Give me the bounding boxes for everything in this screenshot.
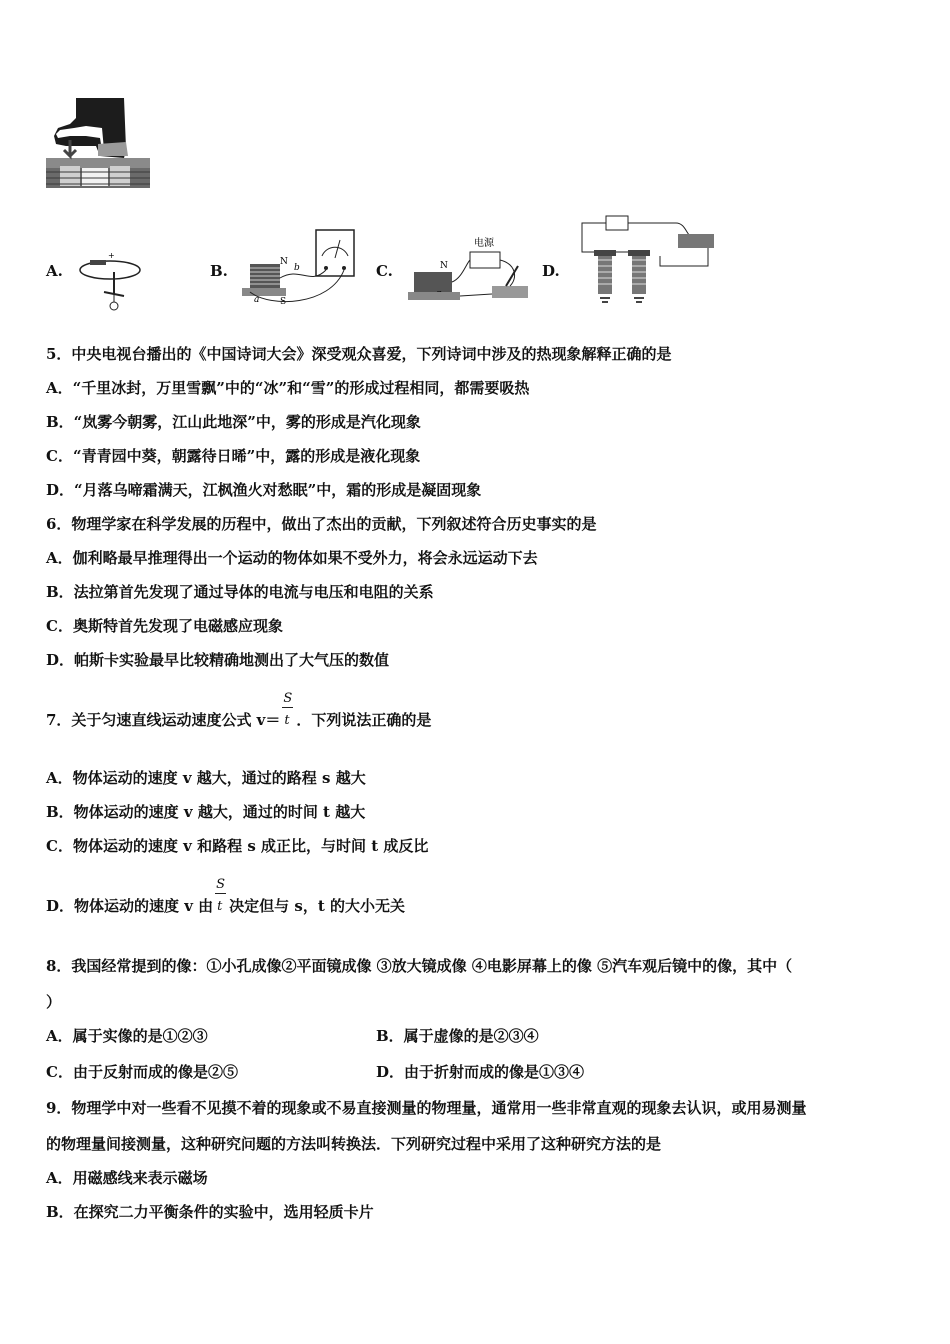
question-7-option-a: A．物体运动的速度 v 越大，通过的路程 s 越大: [46, 769, 366, 787]
question-6-option-c: C．奥斯特首先发现了电磁感应现象: [46, 617, 283, 635]
question-5-option-b: B．“岚雾今朝雾，江山此地深”中，雾的形成是汽化现象: [46, 413, 421, 431]
question-6-stem: 6．物理学家在科学发展的历程中，做出了杰出的贡献，下列叙述符合历史事实的是: [46, 515, 597, 533]
option-d-fraction: [213, 877, 229, 917]
question-7-option-c: C．物体运动的速度 v 和路程 s 成正比，与时间 t 成反比: [46, 837, 429, 855]
figure-option-d-label: D.: [542, 262, 560, 280]
fraction-denominator: t: [284, 713, 290, 728]
b-label-b: b: [294, 263, 300, 273]
question-5-option-a: A．“千里冰封，万里雪飘”中的“冰”和“雪”的形成过程相同，都需要吸热: [46, 379, 530, 397]
question-8-stem-line2: ）: [46, 993, 62, 1011]
svg-text:+: +: [108, 251, 115, 260]
question-8-option-d: D．由于折射而成的像是①③④: [376, 1063, 585, 1081]
figure-option-b-generator: [240, 226, 358, 308]
speed-formula-fraction: [280, 691, 296, 731]
question-8-option-a: A．属于实像的是①②③: [46, 1027, 208, 1045]
question-9-stem-line2: 的物理量间接测量，这种研究问题的方法叫转换法．下列研究过程中采用了这种研究方法的是: [46, 1135, 662, 1153]
question-8-stem-line1: 8．我国经常提到的像：①小孔成像②平面镜成像 ③放大镜成像 ④电影屏幕上的像 ⑤汽车观后镜中的像，其中（: [46, 957, 793, 975]
question-7-stem-suffix: ．下列说法正确的是: [296, 711, 432, 729]
question-8-option-b: B．属于虚像的是②③④: [376, 1027, 539, 1045]
question-9-stem-line1: 9．物理学中对一些看不见摸不着的现象或不易直接测量的物理量，通常用一些非常直观的现象去认识，或用易测量: [46, 1099, 807, 1117]
question-7-option-d-suffix: 决定但与 s，t 的大小无关: [229, 897, 405, 915]
figure-option-c-motor: [406, 234, 534, 306]
question-6-option-b: B．法拉第首先发现了通过导体的电流与电压和电阻的关系: [46, 583, 434, 601]
fraction-denominator: t: [217, 899, 223, 914]
foot-step-generator-figure: [46, 98, 150, 190]
b-label-a: a: [254, 295, 260, 305]
question-8-option-c: C．由于反射而成的像是②⑤: [46, 1063, 238, 1081]
question-5-stem: 5．中央电视台播出的《中国诗词大会》深受观众喜爱，下列诗词中涉及的热现象解释正确的是: [46, 345, 672, 363]
question-7-stem: [46, 691, 432, 731]
figure-option-a: [78, 250, 144, 312]
figure-option-b-label: B.: [210, 262, 228, 280]
figure-option-d-electromagnet: [576, 212, 718, 308]
figure-option-c-label: C.: [376, 262, 393, 280]
question-6-option-d: D．帕斯卡实验最早比较精确地测出了大气压的数值: [46, 651, 390, 669]
c-label-power: 电源: [474, 238, 494, 249]
c-label-n: N: [440, 261, 448, 271]
question-9-option-b: B．在探究二力平衡条件的实验中，选用轻质卡片: [46, 1203, 374, 1221]
question-6-option-a: A．伽利略最早推理得出一个运动的物体如果不受外力，将会永远运动下去: [46, 549, 538, 567]
figure-option-a-label: A.: [46, 262, 63, 280]
fraction-numerator: S: [216, 877, 226, 892]
question-7-option-b: B．物体运动的速度 v 越大，通过的时间 t 越大: [46, 803, 366, 821]
question-7-option-d: [46, 877, 405, 917]
fraction-numerator: S: [283, 691, 293, 706]
question-9-option-a: A．用磁感线来表示磁场: [46, 1169, 208, 1187]
question-7-stem-prefix: 7．关于匀速直线运动速度公式 v＝: [46, 711, 281, 729]
question-5-option-c: C．“青青园中葵，朝露待日晞”中，露的形成是液化现象: [46, 447, 421, 465]
question-7-option-d-prefix: D．物体运动的速度 v 由: [46, 897, 214, 915]
b-label-s: S: [280, 297, 287, 307]
question-5-option-d: D．“月落乌啼霜满天，江枫渔火对愁眠”中，霜的形成是凝固现象: [46, 481, 482, 499]
b-label-n: N: [280, 257, 288, 267]
